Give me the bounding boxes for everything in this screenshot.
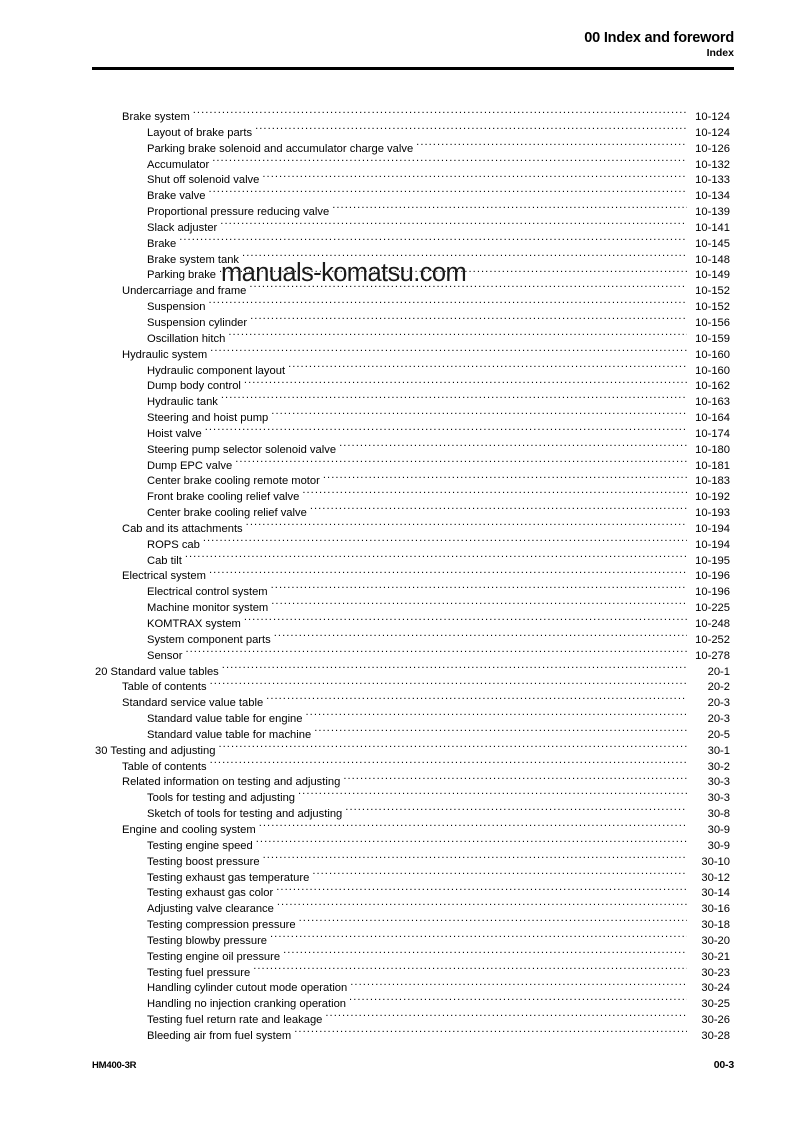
toc-entry-label: Dump EPC valve bbox=[147, 459, 233, 472]
toc-entry-page: 30-25 bbox=[701, 998, 730, 1011]
toc-entry[interactable] bbox=[0, 883, 794, 899]
toc-entry-page: 30-24 bbox=[701, 982, 730, 995]
toc-entry-label: Testing fuel return rate and leakage bbox=[147, 1014, 323, 1027]
toc-entry-label: Hydraulic component layout bbox=[147, 364, 286, 377]
toc-entry-label: Parking brake solenoid and accumulator charge valve bbox=[147, 142, 414, 155]
toc-entry-page: 30-20 bbox=[701, 934, 730, 947]
toc-entry[interactable] bbox=[0, 440, 794, 456]
toc-entry-label: Testing engine speed bbox=[147, 839, 253, 852]
toc-entry-label: Oscillation hitch bbox=[147, 332, 226, 345]
toc-entry[interactable] bbox=[0, 1010, 794, 1026]
toc-entry-page: 10-192 bbox=[695, 491, 730, 504]
toc-leader-dots bbox=[299, 915, 687, 928]
header-subtitle: Index bbox=[706, 47, 734, 59]
toc-entry-label: Related information on testing and adjusting bbox=[122, 776, 341, 789]
toc-entry-label: Cab tilt bbox=[147, 554, 182, 567]
toc-entry-label: Dump body control bbox=[147, 380, 241, 393]
toc-entry-page: 10-194 bbox=[695, 538, 730, 551]
toc-entry-page: 10-194 bbox=[695, 522, 730, 535]
toc-leader-dots bbox=[274, 630, 687, 643]
toc-entry-label: Proportional pressure reducing valve bbox=[147, 206, 330, 219]
page-header bbox=[92, 30, 734, 60]
toc-leader-dots bbox=[312, 868, 687, 881]
toc-entry[interactable] bbox=[0, 487, 794, 503]
toc-leader-dots bbox=[310, 503, 687, 516]
toc-entry[interactable] bbox=[0, 170, 794, 186]
toc-leader-dots bbox=[271, 408, 687, 421]
toc-entry[interactable] bbox=[0, 757, 794, 773]
toc-entry-label: Undercarriage and frame bbox=[122, 285, 247, 298]
toc-entry-label: System component parts bbox=[147, 633, 271, 646]
toc-entry-label: Hydraulic system bbox=[122, 348, 208, 361]
toc-leader-dots bbox=[212, 155, 687, 168]
toc-entry-label: Tools for testing and adjusting bbox=[147, 792, 296, 805]
table-of-contents bbox=[0, 107, 794, 1042]
toc-entry-label: Standard service value table bbox=[122, 697, 264, 710]
toc-entry-label: Standard value table for machine bbox=[147, 728, 312, 741]
toc-leader-dots bbox=[288, 361, 687, 374]
toc-entry[interactable] bbox=[0, 947, 794, 963]
toc-entry[interactable] bbox=[0, 852, 794, 868]
toc-entry-page: 10-180 bbox=[695, 443, 730, 456]
toc-entry-page: 10-133 bbox=[695, 174, 730, 187]
toc-entry[interactable] bbox=[0, 709, 794, 725]
toc-entry[interactable] bbox=[0, 614, 794, 630]
toc-entry-page: 20-2 bbox=[707, 681, 730, 694]
toc-leader-dots bbox=[306, 709, 688, 722]
toc-entry-page: 10-248 bbox=[695, 618, 730, 630]
toc-entry-label: Handling cylinder cutout mode operation bbox=[147, 982, 348, 995]
toc-entry[interactable] bbox=[0, 915, 794, 931]
toc-entry-label: Hoist valve bbox=[147, 427, 202, 440]
toc-entry-label: ROPS cab bbox=[147, 538, 200, 551]
toc-entry[interactable] bbox=[0, 329, 794, 345]
toc-entry-page: 10-124 bbox=[695, 126, 730, 139]
toc-entry-page: 10-164 bbox=[695, 412, 730, 425]
toc-entry[interactable] bbox=[0, 361, 794, 377]
toc-entry-page: 30-3 bbox=[707, 776, 730, 789]
toc-entry-label: 20 Standard value tables bbox=[95, 665, 219, 678]
toc-entry[interactable] bbox=[0, 598, 794, 614]
toc-entry-page: 10-225 bbox=[695, 602, 730, 615]
toc-leader-dots bbox=[221, 392, 687, 405]
toc-entry-label: Steering and hoist pump bbox=[147, 412, 269, 425]
toc-entry-label: Engine and cooling system bbox=[122, 823, 256, 836]
toc-entry[interactable] bbox=[0, 503, 794, 519]
toc-entry-page: 10-152 bbox=[695, 301, 730, 314]
toc-entry-label: Layout of brake parts bbox=[147, 126, 253, 139]
toc-entry[interactable] bbox=[0, 218, 794, 234]
toc-leader-dots bbox=[314, 725, 687, 738]
toc-entry[interactable] bbox=[0, 741, 794, 757]
toc-leader-dots bbox=[256, 836, 687, 849]
toc-entry-page: 10-160 bbox=[695, 348, 730, 361]
toc-entry[interactable] bbox=[0, 234, 794, 250]
toc-entry[interactable] bbox=[0, 836, 794, 852]
toc-entry-page: 10-159 bbox=[695, 332, 730, 345]
toc-entry[interactable] bbox=[0, 424, 794, 440]
toc-leader-dots bbox=[220, 218, 687, 231]
toc-entry-label: Electrical control system bbox=[147, 586, 268, 599]
toc-entry[interactable] bbox=[0, 408, 794, 424]
toc-leader-dots bbox=[250, 313, 687, 326]
toc-entry-label: Testing fuel pressure bbox=[147, 966, 251, 979]
toc-entry[interactable] bbox=[0, 820, 794, 836]
toc-entry-label: Brake system tank bbox=[147, 253, 240, 266]
toc-entry-label: Center brake cooling remote motor bbox=[147, 475, 320, 488]
toc-entry[interactable] bbox=[0, 963, 794, 979]
toc-entry-page: 30-1 bbox=[707, 744, 730, 757]
toc-entry-page: 10-162 bbox=[695, 380, 730, 393]
toc-entry[interactable] bbox=[0, 535, 794, 551]
toc-entry-page: 10-149 bbox=[695, 269, 730, 282]
toc-entry[interactable] bbox=[0, 1026, 794, 1042]
toc-leader-dots bbox=[271, 598, 687, 611]
toc-entry-label: Front brake cooling relief valve bbox=[147, 491, 300, 504]
toc-entry-page: 10-141 bbox=[695, 221, 730, 234]
toc-leader-dots bbox=[294, 1026, 687, 1039]
toc-entry-page: 20-3 bbox=[707, 697, 730, 710]
toc-entry[interactable] bbox=[0, 186, 794, 202]
toc-leader-dots bbox=[193, 107, 687, 120]
footer-model: HM400-3R bbox=[92, 1060, 137, 1071]
toc-entry[interactable] bbox=[0, 931, 794, 947]
toc-leader-dots bbox=[416, 139, 687, 152]
toc-leader-dots bbox=[222, 662, 687, 675]
toc-entry-page: 10-124 bbox=[695, 111, 730, 123]
toc-entry[interactable] bbox=[0, 868, 794, 884]
toc-entry-label: Testing engine oil pressure bbox=[147, 950, 281, 963]
toc-entry-page: 10-148 bbox=[695, 253, 730, 266]
toc-entry-label: Testing exhaust gas color bbox=[147, 887, 274, 900]
toc-entry-page: 10-183 bbox=[695, 475, 730, 488]
toc-leader-dots bbox=[218, 741, 687, 754]
toc-entry-label: Machine monitor system bbox=[147, 602, 269, 615]
toc-entry-page: 30-28 bbox=[701, 1029, 730, 1042]
toc-entry-page: 30-2 bbox=[707, 760, 730, 773]
toc-entry-label: Hydraulic tank bbox=[147, 396, 218, 409]
toc-entry-label: Parking brake bbox=[147, 269, 217, 282]
toc-entry-page: 30-9 bbox=[707, 839, 730, 852]
toc-leader-dots bbox=[210, 757, 687, 770]
toc-entry[interactable] bbox=[0, 551, 794, 567]
toc-entry-label: Brake valve bbox=[147, 190, 206, 203]
toc-leader-dots bbox=[271, 582, 687, 595]
toc-leader-dots bbox=[277, 899, 687, 912]
toc-entry[interactable] bbox=[0, 202, 794, 218]
toc-entry-label: Testing boost pressure bbox=[147, 855, 260, 868]
toc-entry[interactable] bbox=[0, 139, 794, 155]
toc-leader-dots bbox=[350, 978, 687, 991]
toc-entry-page: 10-196 bbox=[695, 570, 730, 583]
toc-leader-dots bbox=[349, 994, 687, 1007]
toc-leader-dots bbox=[228, 329, 687, 342]
toc-leader-dots bbox=[209, 566, 687, 579]
toc-entry-label: Shut off solenoid valve bbox=[147, 174, 260, 187]
toc-entry[interactable] bbox=[0, 392, 794, 408]
toc-entry-label: Testing blowby pressure bbox=[147, 934, 268, 947]
toc-leader-dots bbox=[276, 883, 687, 896]
toc-entry-page: 30-12 bbox=[701, 871, 730, 884]
toc-leader-dots bbox=[208, 297, 687, 310]
toc-leader-dots bbox=[203, 535, 687, 548]
toc-entry-page: 10-152 bbox=[695, 285, 730, 298]
toc-leader-dots bbox=[210, 345, 687, 358]
toc-entry[interactable] bbox=[0, 155, 794, 171]
toc-entry-label: KOMTRAX system bbox=[147, 618, 241, 630]
toc-entry[interactable] bbox=[0, 899, 794, 915]
toc-entry-page: 30-18 bbox=[701, 919, 730, 932]
toc-leader-dots bbox=[345, 804, 687, 817]
toc-leader-dots bbox=[339, 440, 687, 453]
toc-entry-label: Table of contents bbox=[122, 760, 207, 773]
toc-entry-label: Slack adjuster bbox=[147, 221, 218, 234]
toc-entry-page: 30-10 bbox=[701, 855, 730, 868]
toc-leader-dots bbox=[210, 677, 687, 690]
toc-leader-dots bbox=[179, 234, 687, 247]
toc-entry-page: 30-9 bbox=[707, 823, 730, 836]
toc-entry[interactable] bbox=[0, 772, 794, 788]
toc-entry-label: Bleeding air from fuel system bbox=[147, 1029, 292, 1042]
toc-entry-label: Center brake cooling relief valve bbox=[147, 507, 307, 520]
toc-entry[interactable] bbox=[0, 123, 794, 139]
header-title: 00 Index and foreword bbox=[584, 30, 734, 46]
toc-entry-page: 10-139 bbox=[695, 206, 730, 219]
toc-entry[interactable] bbox=[0, 788, 794, 804]
toc-entry[interactable] bbox=[0, 804, 794, 820]
toc-entry-label: Brake bbox=[147, 237, 177, 250]
toc-entry-page: 20-1 bbox=[707, 665, 730, 678]
watermark-text: manuals-komatsu.com bbox=[221, 259, 467, 287]
toc-entry[interactable] bbox=[0, 471, 794, 487]
toc-leader-dots bbox=[255, 123, 687, 136]
toc-entry-label: Brake system bbox=[122, 111, 190, 123]
toc-entry-page: 10-252 bbox=[695, 633, 730, 646]
toc-leader-dots bbox=[259, 820, 687, 833]
toc-entry[interactable] bbox=[0, 630, 794, 646]
toc-entry-label: Handling no injection cranking operation bbox=[147, 998, 347, 1011]
toc-entry-page: 30-14 bbox=[701, 887, 730, 900]
toc-entry-page: 10-145 bbox=[695, 237, 730, 250]
toc-entry-page: 10-196 bbox=[695, 586, 730, 599]
toc-leader-dots bbox=[253, 963, 687, 976]
toc-entry[interactable] bbox=[0, 725, 794, 741]
toc-entry[interactable] bbox=[0, 662, 794, 678]
toc-entry-label: Accumulator bbox=[147, 158, 210, 171]
toc-entry-label: Cab and its attachments bbox=[122, 522, 243, 535]
toc-entry-page: 30-3 bbox=[707, 792, 730, 805]
toc-leader-dots bbox=[244, 614, 687, 627]
toc-entry-page: 10-193 bbox=[695, 507, 730, 520]
toc-entry-page: 10-156 bbox=[695, 316, 730, 329]
toc-entry[interactable] bbox=[0, 693, 794, 709]
toc-leader-dots bbox=[343, 772, 687, 785]
toc-entry[interactable] bbox=[0, 677, 794, 693]
toc-leader-dots bbox=[325, 1010, 687, 1023]
toc-entry[interactable] bbox=[0, 456, 794, 472]
toc-leader-dots bbox=[298, 788, 687, 801]
toc-entry[interactable] bbox=[0, 646, 794, 662]
toc-entry-page: 10-126 bbox=[695, 142, 730, 155]
toc-entry-label: Testing compression pressure bbox=[147, 919, 296, 932]
toc-leader-dots bbox=[246, 519, 687, 532]
toc-entry[interactable] bbox=[0, 519, 794, 535]
toc-leader-dots bbox=[244, 376, 687, 389]
toc-leader-dots bbox=[332, 202, 687, 215]
toc-entry-page: 10-181 bbox=[695, 459, 730, 472]
toc-entry-page: 10-163 bbox=[695, 396, 730, 409]
toc-entry-label: Table of contents bbox=[122, 681, 207, 694]
toc-entry-page: 30-8 bbox=[707, 808, 730, 821]
toc-entry-page: 30-23 bbox=[701, 966, 730, 979]
toc-entry[interactable] bbox=[0, 376, 794, 392]
toc-entry-label: Standard value table for engine bbox=[147, 713, 303, 726]
footer-page-number: 00-3 bbox=[713, 1059, 734, 1071]
toc-entry-page: 30-21 bbox=[701, 950, 730, 963]
toc-entry-label: Adjusting valve clearance bbox=[147, 903, 274, 916]
toc-entry-label: Suspension bbox=[147, 301, 206, 314]
toc-leader-dots bbox=[208, 186, 687, 199]
toc-leader-dots bbox=[283, 947, 687, 960]
toc-entry-label: Electrical system bbox=[122, 570, 206, 583]
toc-entry-label: Sketch of tools for testing and adjusting bbox=[147, 808, 343, 821]
toc-entry-page: 30-16 bbox=[701, 903, 730, 916]
toc-entry-page: 10-134 bbox=[695, 190, 730, 203]
toc-leader-dots bbox=[262, 170, 687, 183]
toc-entry-page: 10-174 bbox=[695, 427, 730, 440]
toc-entry[interactable] bbox=[0, 582, 794, 598]
toc-leader-dots bbox=[185, 646, 687, 659]
toc-leader-dots bbox=[185, 551, 687, 564]
toc-leader-dots bbox=[263, 852, 687, 865]
toc-leader-dots bbox=[266, 693, 687, 706]
toc-entry-label: 30 Testing and adjusting bbox=[95, 744, 216, 757]
toc-entry-page: 10-132 bbox=[695, 158, 730, 171]
toc-entry[interactable] bbox=[0, 566, 794, 582]
toc-entry[interactable] bbox=[0, 107, 794, 123]
toc-leader-dots bbox=[205, 424, 687, 437]
toc-entry-label: Suspension cylinder bbox=[147, 316, 248, 329]
toc-leader-dots bbox=[302, 487, 687, 500]
toc-entry-label: Sensor bbox=[147, 649, 183, 662]
toc-entry[interactable] bbox=[0, 313, 794, 329]
toc-entry-label: Testing exhaust gas temperature bbox=[147, 871, 310, 884]
toc-entry[interactable] bbox=[0, 297, 794, 313]
header-divider bbox=[92, 67, 734, 70]
toc-leader-dots bbox=[270, 931, 687, 944]
toc-entry[interactable] bbox=[0, 978, 794, 994]
toc-entry-page: 20-5 bbox=[707, 728, 730, 741]
toc-leader-dots bbox=[323, 471, 687, 484]
toc-entry[interactable] bbox=[0, 994, 794, 1010]
toc-entry-page: 30-26 bbox=[701, 1014, 730, 1027]
toc-entry-page: 10-195 bbox=[695, 554, 730, 567]
toc-entry-page: 10-278 bbox=[695, 649, 730, 662]
toc-entry-page: 10-160 bbox=[695, 364, 730, 377]
toc-entry-label: Steering pump selector solenoid valve bbox=[147, 443, 337, 456]
toc-leader-dots bbox=[235, 456, 687, 469]
toc-entry-page: 20-3 bbox=[707, 713, 730, 726]
toc-entry[interactable] bbox=[0, 345, 794, 361]
